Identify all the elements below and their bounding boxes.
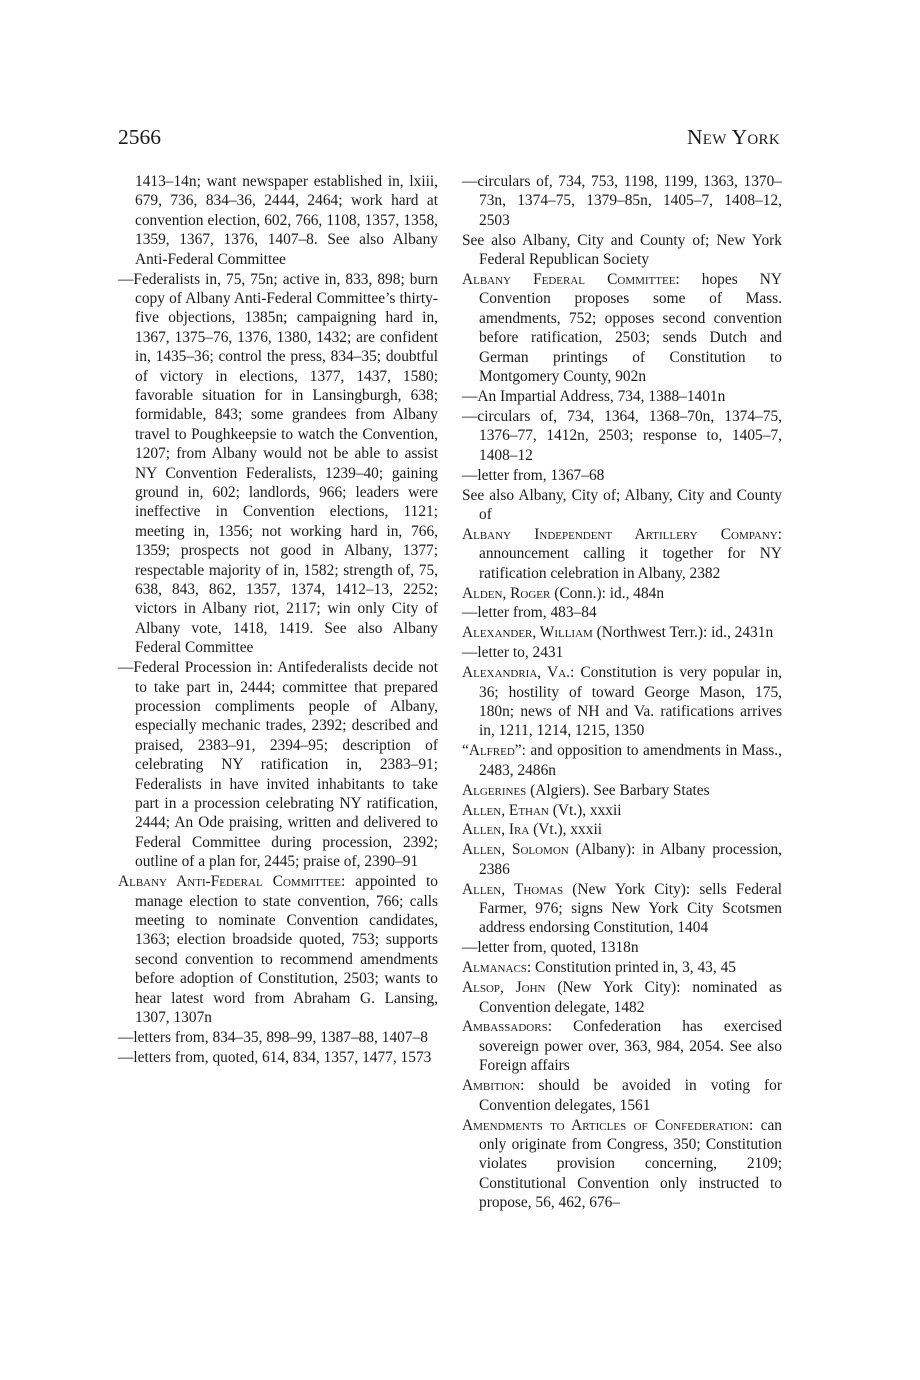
index-entry <box>118 1028 438 1047</box>
index-entry-text: See also Albany, City of; Albany, City and County of <box>462 486 782 523</box>
index-column-left <box>118 172 438 1067</box>
index-entry <box>118 1048 438 1067</box>
index-entry <box>462 466 782 485</box>
index-entry <box>462 958 782 977</box>
index-entry-heading: Alsop, John <box>462 979 546 997</box>
index-entry <box>462 172 782 230</box>
index-entry-heading: Amendments to Articles of Confederation <box>462 1116 749 1134</box>
index-entry-heading: Allen, Thomas <box>462 880 564 898</box>
index-entry <box>462 978 782 1017</box>
index-entry-text: See also Albany, City and County of; New York Federal Republican Society <box>462 231 782 269</box>
index-entry-text: (Albany): in Albany procession, 2386 <box>479 841 782 878</box>
index-entry <box>462 663 782 741</box>
index-entry-heading: Ambassadors <box>462 1018 548 1036</box>
index-entry <box>462 643 782 662</box>
index-entry-heading: Alden, Roger <box>462 584 551 602</box>
index-entry-text: —letter to, 2431 <box>462 644 564 662</box>
page-number: 2566 <box>118 125 161 149</box>
index-entry-text: —circulars of, 734, 753, 1198, 1199, 1363, 1370–73n, 1374–75, 1379–85n, 1405–7, 1408–12, 2503 <box>462 173 782 229</box>
index-entry-text: (Northwest Terr.): id., 2431n <box>592 624 774 642</box>
index-entry <box>462 623 782 642</box>
index-entry <box>462 231 782 270</box>
running-head: New York <box>686 125 780 149</box>
index-entry-heading: Algerines <box>462 781 527 799</box>
index-entry <box>462 1116 782 1213</box>
index-entry-text: : can only originate from Congress, 350; Constitution violates provision concerning, 2109; Constitutional Convention only instructed to propose, 56, 462, 676– <box>479 1116 783 1212</box>
index-entry-heading: Ambition <box>462 1077 521 1095</box>
index-entry <box>462 387 782 406</box>
index-entry <box>462 741 782 780</box>
index-entry <box>462 270 782 386</box>
index-entry-text: —letter from, 483–84 <box>462 604 597 622</box>
index-entry-text: (Vt.), xxxii <box>529 821 602 839</box>
index-entry <box>462 1017 782 1075</box>
index-entry-text: —circulars of, 734, 1364, 1368–70n, 1374–75, 1376–77, 1412n, 2503; response to, 1405–7, 1408–12 <box>462 407 782 464</box>
index-entry-text: —letter from, 1367–68 <box>462 466 605 484</box>
index-entry <box>462 801 782 820</box>
index-entry <box>462 880 782 938</box>
index-entry-heading: Albany Federal Committee <box>462 271 676 289</box>
index-entry <box>462 781 782 800</box>
index-column-right <box>462 172 782 1213</box>
index-entry <box>462 486 782 525</box>
index-entry-text: 1413–14n; want newspaper established in, lxiii, 679, 736, 834–36, 2444, 2464; work hard at convention election, 602, 766, 1108, 1357, 1358, 1359, 1367, 1376, 1407–8. See also Albany Anti-Federal Committee <box>135 173 438 268</box>
index-entry <box>462 603 782 622</box>
index-entry-text: —Federalists in, 75, 75n; active in, 833, 898; burn copy of Albany Anti-Federal Committee’s thirty-five objections, 1385n; campaigning hard in, 1367, 1375–76, 1376, 1380, 1432; are confident in, 1435–36; control the press, 834–35; doubtful of victory in elections, 1377, 1437, 1580; favorable situation for in Lansingburgh, 638; formidable, 843; some grandees from Albany travel to Poughkeepsie to watch the Convention, 1207; from Albany would not be able to assist NY Convention Federalists, 1239–40; gaining ground in, 602; landlords, 966; leaders were ineffective in Convention elections, 1121; meeting in, 1356; not working hard in, 766, 1359; prospects not good in Albany, 1377; respectable majority of in, 1582; strength of, 75, 638, 843, 862, 1357, 1374, 1412–13, 2252; victors in Albany riot, 2117; win only City of Albany vote, 1418, 1419. See also Albany Federal Committee <box>118 270 438 657</box>
index-entry <box>118 270 438 658</box>
index-entry-heading: Albany Independent Artillery Company <box>462 525 778 543</box>
index-entry-text: : hopes NY Convention proposes some of Mass. amendments, 752; opposes second convention before ratification, 2503; sends Dutch and German printings of Constitution to Montgomery County, 902n <box>479 271 782 386</box>
index-entry-text: (New York City): nominated as Convention delegate, 1482 <box>479 979 782 1016</box>
index-entry <box>118 172 438 269</box>
index-entry-text: : Constitution is very popular in, 36; hostility of toward George Mason, 175, 180n; news of NH and Va. ratifications arrives in, 1211, 1214, 1215, 1350 <box>479 664 782 740</box>
index-entry <box>462 1076 782 1115</box>
index-entry-heading: Albany Anti-Federal Committee <box>118 873 342 891</box>
index-entry-heading: Alexander, William <box>462 624 593 642</box>
index-entry-heading: Almanacs <box>462 959 527 977</box>
index-entry-text: —letters from, quoted, 614, 834, 1357, 1477, 1573 <box>118 1048 432 1066</box>
index-entry-heading: Allen, Solomon <box>462 841 569 859</box>
index-entry <box>462 525 782 583</box>
index-entry-heading: “Alfred” <box>462 742 522 760</box>
index-entry-text: —letter from, quoted, 1318n <box>462 939 639 957</box>
index-entry <box>462 840 782 879</box>
index-entry <box>462 938 782 957</box>
index-entry-heading: Allen, Ethan <box>462 801 549 819</box>
index-entry-text: —An Impartial Address, 734, 1388–1401n <box>462 387 726 405</box>
index-entry <box>462 820 782 839</box>
index-entry-text: : announcement calling it together for NY ratification celebration in Albany, 2382 <box>479 525 782 582</box>
index-entry-text: : appointed to manage election to state convention, 766; calls meeting to nominate Convention candidates, 1363; election broadside quoted, 753; supports second convention to recommend amendments before adoption of Constitution, 2503; wants to hear latest word from Abraham G. Lansing, 1307, 1307n <box>135 873 438 1026</box>
index-entry-text: : and opposition to amendments in Mass., 2483, 2486n <box>479 742 782 779</box>
index-entry <box>462 407 782 465</box>
index-entry-text: (New York City): sells Federal Farmer, 976; signs New York City Scotsmen address endorsing Constitution, 1404 <box>479 880 782 937</box>
index-entry <box>462 584 782 603</box>
index-entry-text: : Confederation has exercised sovereign power over, 363, 984, 2054. See also Foreign affairs <box>479 1018 782 1075</box>
index-entry-text: —letters from, 834–35, 898–99, 1387–88, 1407–8 <box>118 1028 428 1046</box>
index-entry-text: : Constitution printed in, 3, 43, 45 <box>526 959 736 977</box>
index-entry-text: (Algiers). See Barbary States <box>526 781 710 799</box>
index-entry-text: (Vt.), xxxii <box>548 801 622 819</box>
index-entry-heading: Alexandria, Va. <box>462 664 570 682</box>
index-entry <box>118 658 438 871</box>
index-entry-text: : should be avoided in voting for Convention delegates, 1561 <box>479 1077 782 1114</box>
index-entry <box>118 872 438 1027</box>
index-entry-text: —Federal Procession in: Antifederalists decide not to take part in, 2444; committee that prepared procession compliments people of Albany, especially mechanic trades, 2392; described and praised, 2383–91, 2394–95; description of celebrating NY ratification in, 2383–91; Federalists in have invited inhabitants to take part in a procession celebrating NY ratification, 2444; An Ode praising, written and delivered to Federal Committee during procession, 2392; outline of a plan for, 2445; praise of, 2390–91 <box>118 659 438 871</box>
index-entry-text: (Conn.): id., 484n <box>550 584 665 602</box>
index-entry-heading: Allen, Ira <box>462 821 530 839</box>
